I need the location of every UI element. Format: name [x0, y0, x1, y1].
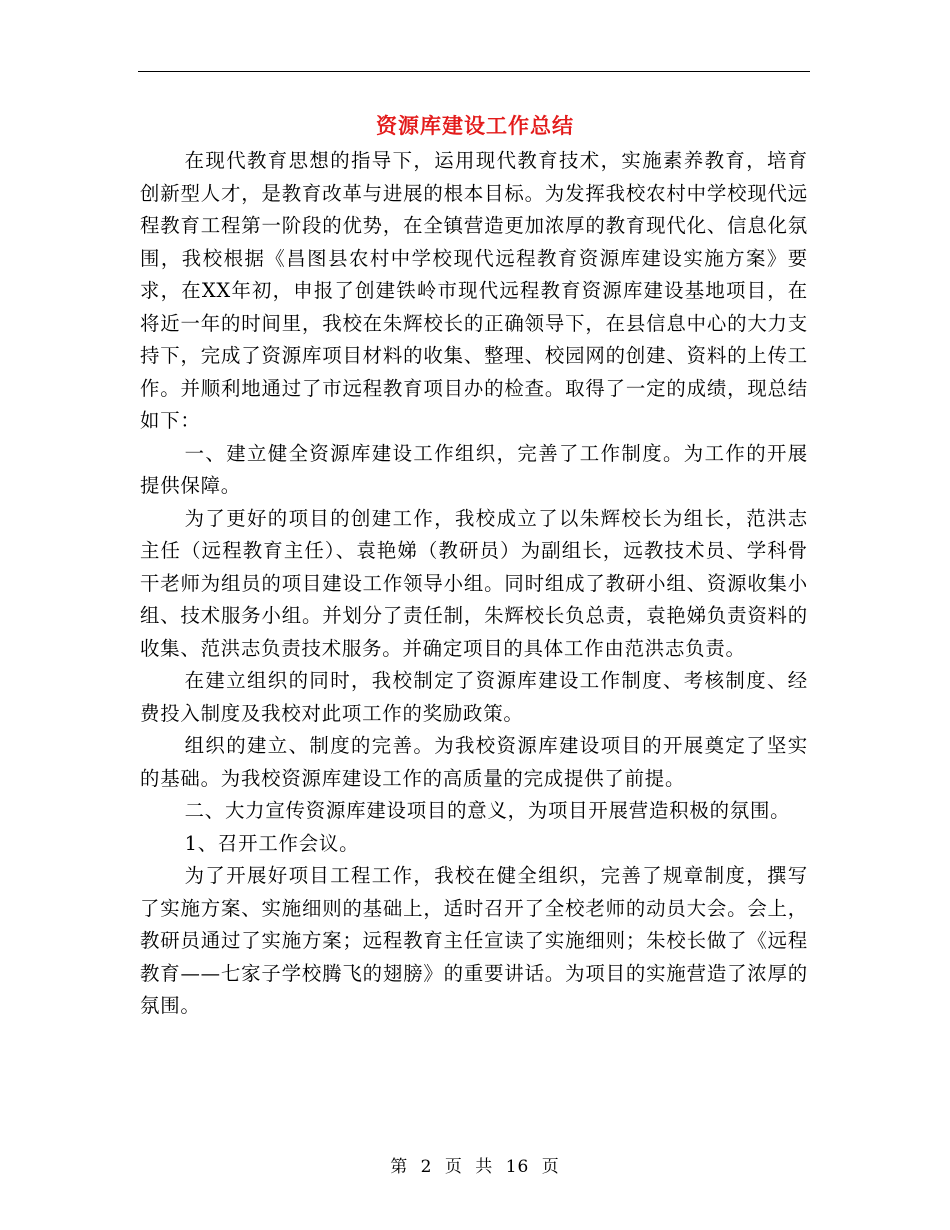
- paragraph-leadership-group: 为了更好的项目的创建工作，我校成立了以朱辉校长为组长，范洪志主任（远程教育主任）、袁艳娣（教研员）为副组长，远教技术员、学科骨干老师为组员的项目建设工作领导小组。同时组成了教研小组、资源收集小组、技术服务小组。并划分了责任制，朱辉校长负总责，袁艳娣负责资料的收集、范洪志负责技术服务。并确定项目的具体工作由范洪志负责。: [140, 506, 808, 660]
- document-body: [140, 145, 808, 1023]
- paragraph-subsection-1-heading: 1、召开工作会议。: [184, 831, 360, 855]
- paragraph-intro: 在现代教育思想的指导下，运用现代教育技术，实施素养教育，培育创新型人才，是教育改革与进展的根本目标。为发挥我校农村中学校现代远程教育工程第一阶段的优势，在全镇营造更加浓厚的教育现代化、信息化氛围，我校根据《昌图县农村中学校现代远程教育资源库建设实施方案》要求，在XX年初，申报了创建铁岭市现代远程教育资源库建设基地项目，在将近一年的时间里，我校在朱辉校长的正确领导下，在县信息中心的大力支持下，完成了资源库项目材料的收集、整理、校园网的创建、资料的上传工作。并顺利地通过了市远程教育项目办的检查。取得了一定的成绩，现总结如下：: [140, 149, 808, 432]
- paragraph-section-2-heading: 二、大力宣传资源库建设项目的意义，为项目开展营造积极的氛围。: [184, 799, 791, 822]
- paragraph-regulations: 在建立组织的同时，我校制定了资源库建设工作制度、考核制度、经费投入制度及我校对此项工作的奖励政策。: [140, 669, 808, 725]
- paragraph-foundation: 组织的建立、制度的完善。为我校资源库建设项目的开展奠定了坚实的基础。为我校资源库建设工作的高质量的完成提供了前提。: [140, 734, 808, 790]
- paragraph-section-1-heading: 一、建立健全资源库建设工作组织，完善了工作制度。为工作的开展提供保障。: [140, 441, 808, 497]
- header-rule: [138, 71, 810, 72]
- page-number: 第 2 页 共 16 页: [390, 1157, 560, 1177]
- paragraph-meeting: 为了开展好项目工程工作，我校在健全组织，完善了规章制度，撰写了实施方案、实施细则的基础上，适时召开了全校老师的动员大会。会上，教研员通过了实施方案；远程教育主任宣读了实施细则；朱校长做了《远程教育——七家子学校腾飞的翅膀》的重要讲话。为项目的实施营造了浓厚的氛围。: [140, 864, 808, 1017]
- document-title: 资源库建设工作总结: [376, 113, 574, 138]
